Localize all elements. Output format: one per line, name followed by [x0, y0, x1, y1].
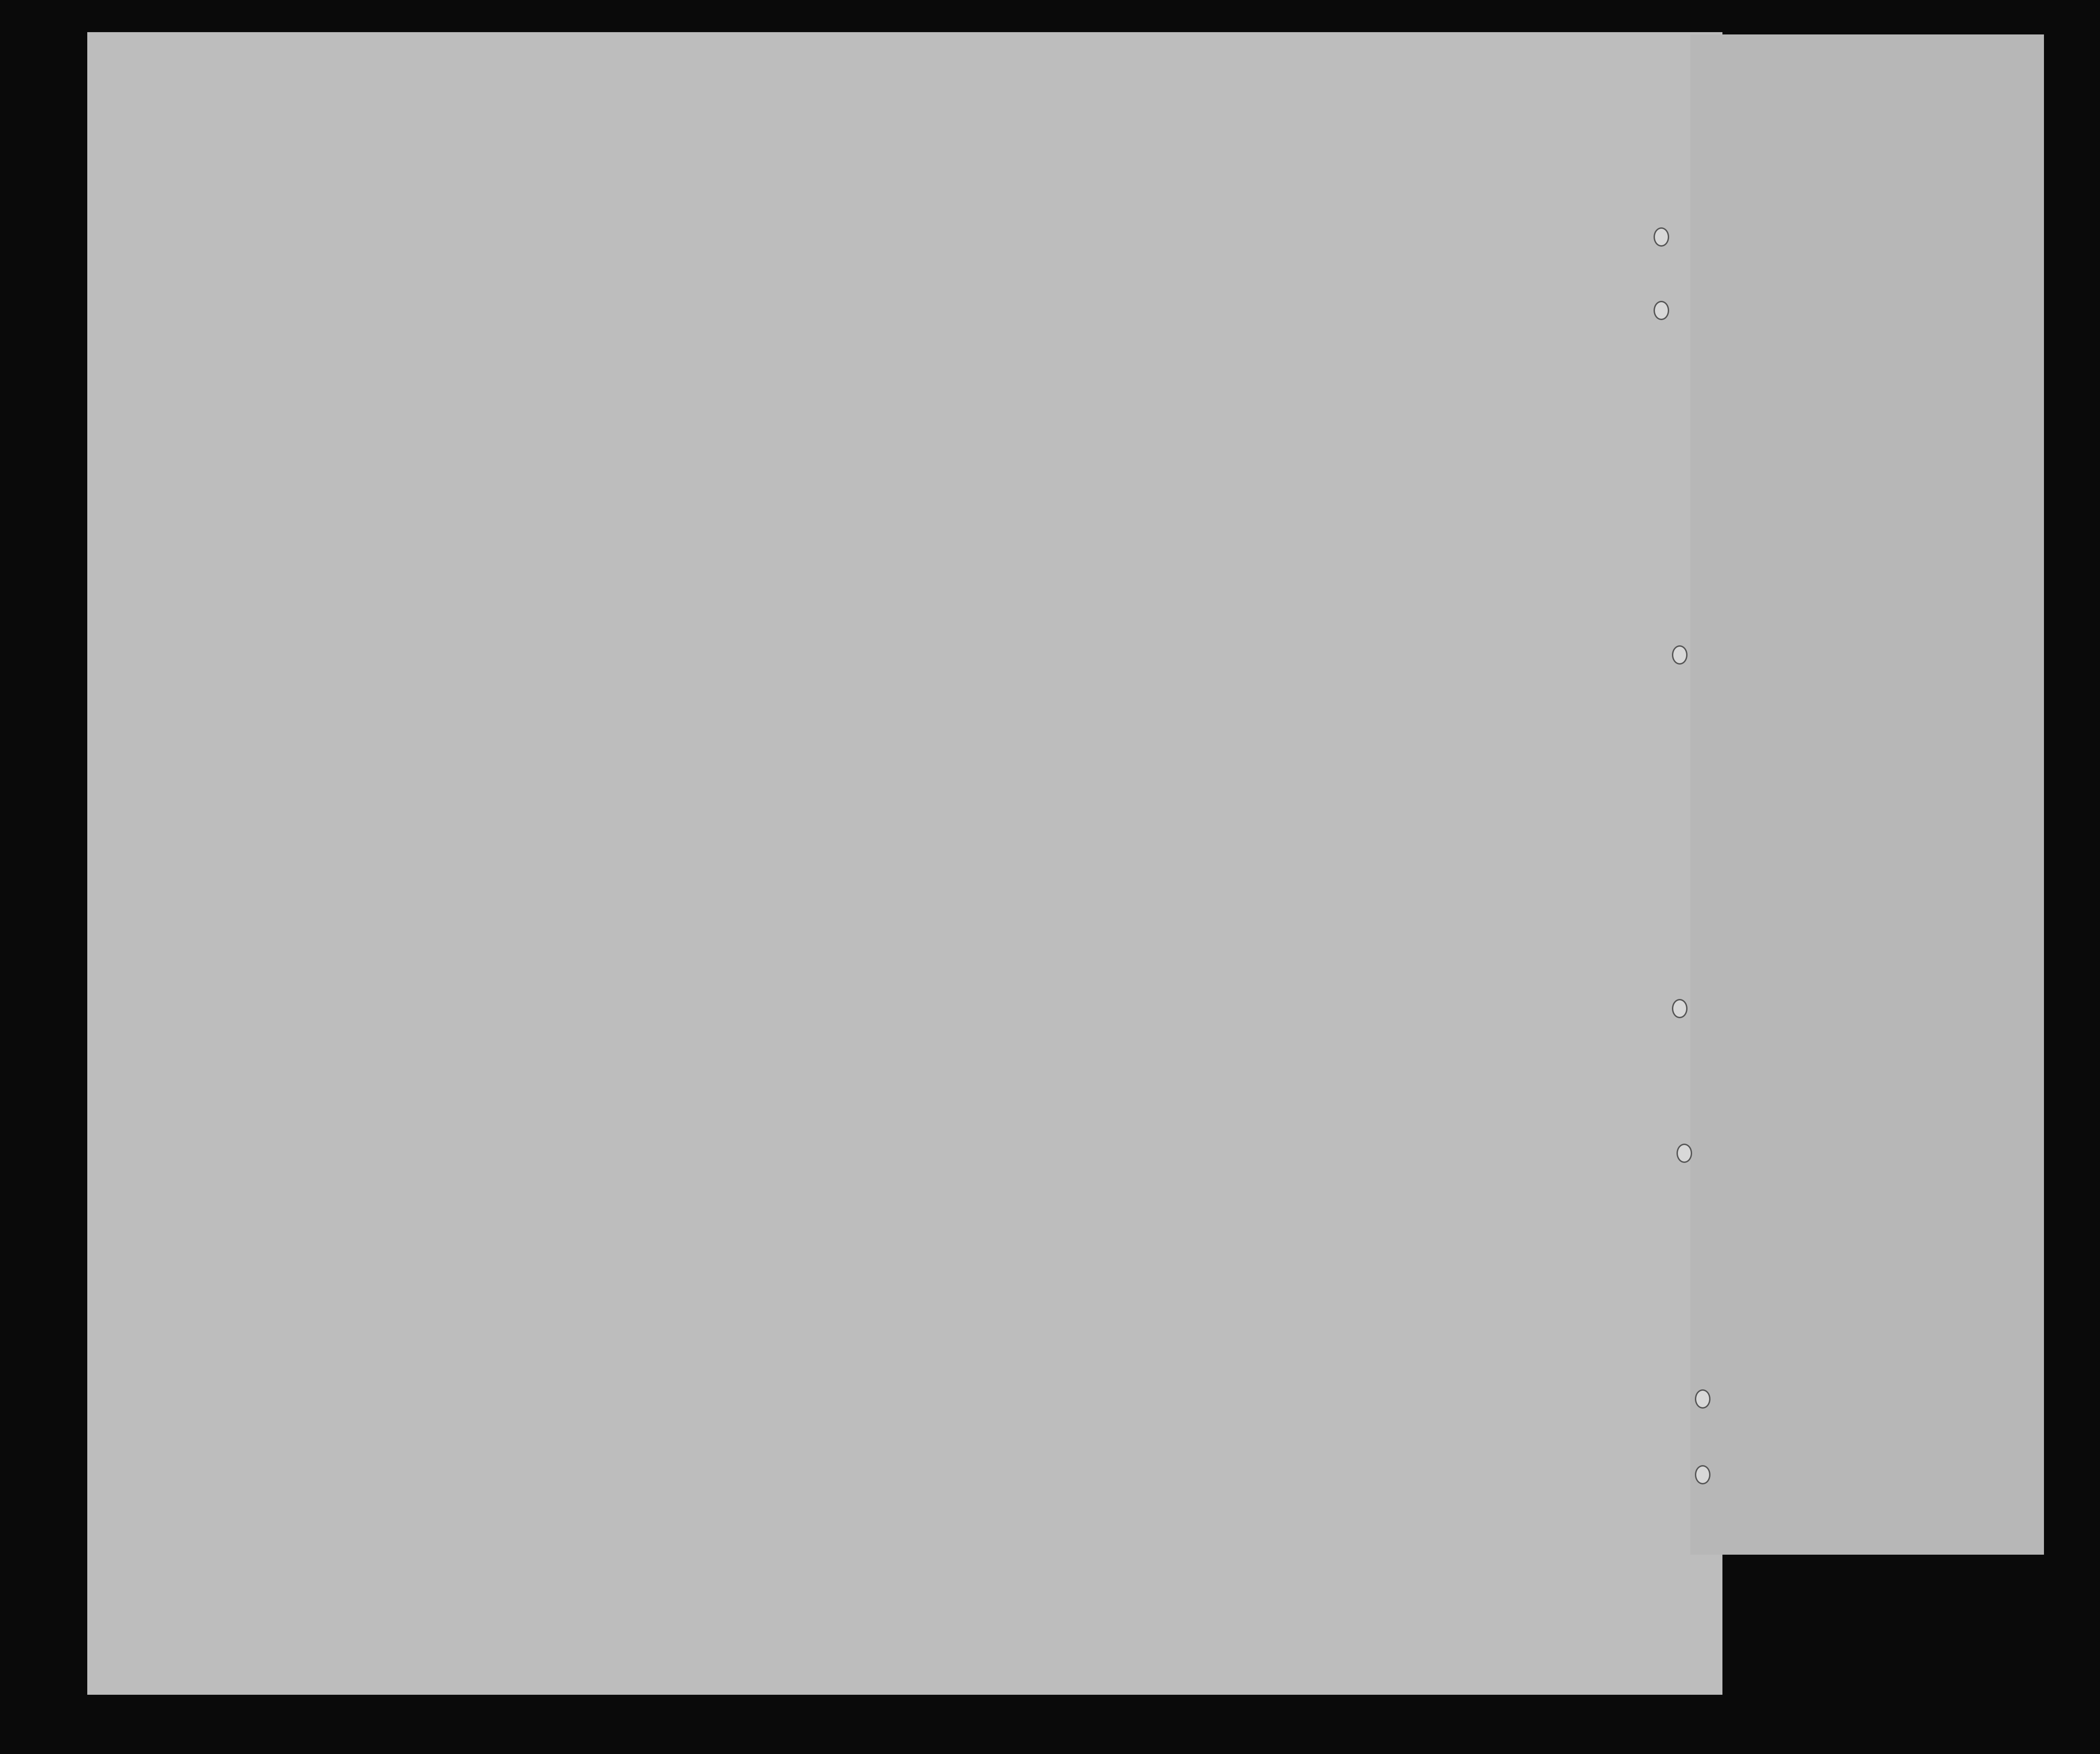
binder-hole [1677, 1144, 1692, 1163]
ship-line [377, 184, 620, 215]
binder-hole [1695, 1389, 1710, 1409]
binder-hole [1695, 1465, 1710, 1484]
binder-hole [1672, 645, 1688, 665]
binder-hole [1654, 227, 1669, 247]
binder-hole [1654, 301, 1669, 320]
binder-hole [1672, 999, 1688, 1018]
list-line [177, 101, 181, 124]
